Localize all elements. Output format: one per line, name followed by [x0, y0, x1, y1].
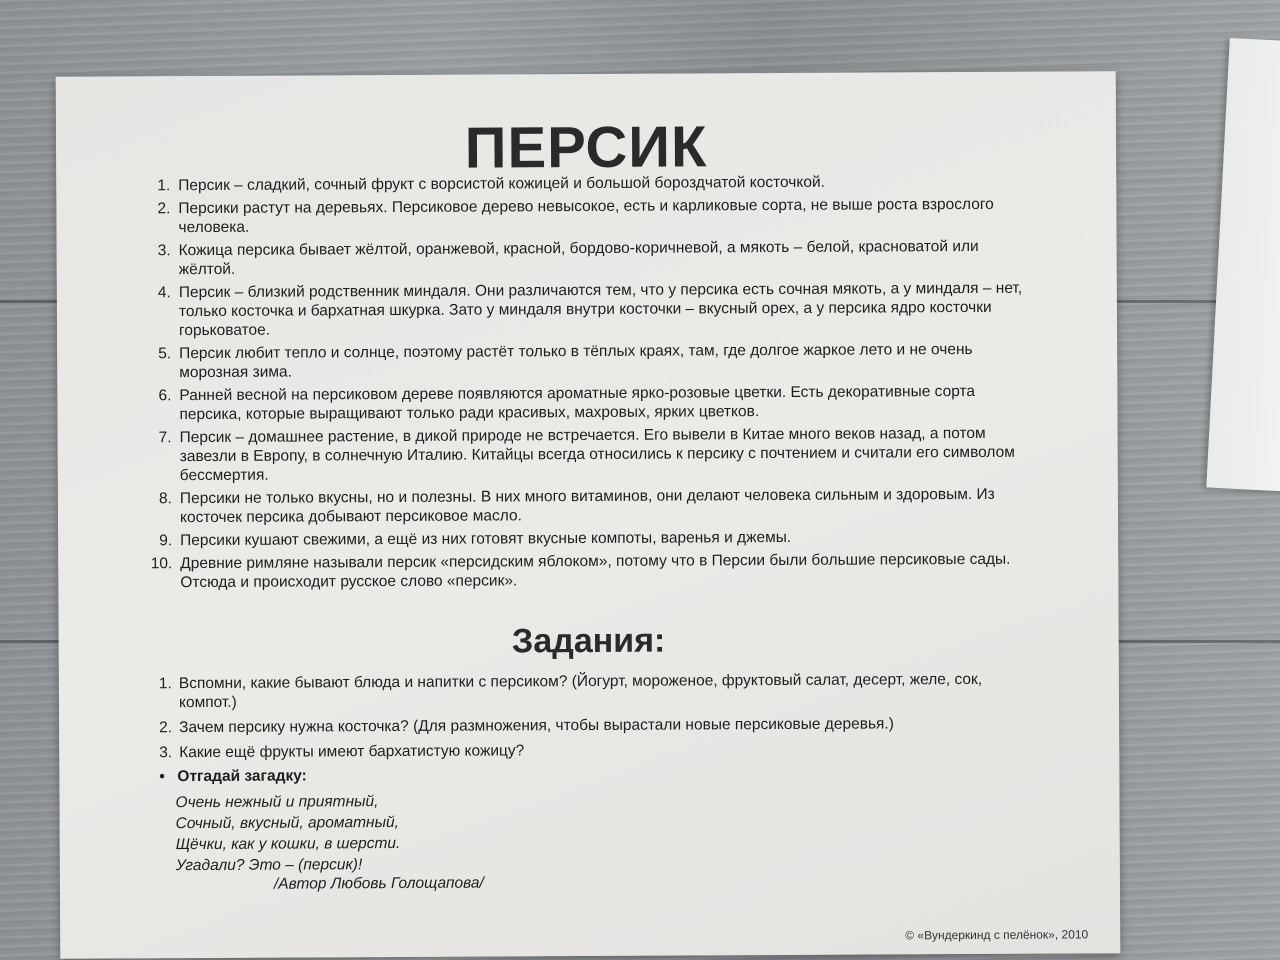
fact-item: 4. Персик – близкий родственник миндаля. Они различаются тем, что у персика есть сочная мякоть, а у миндаля – нет, только косточка и бархатная шкурка. Зато у миндаля внутри косточки – вкусный орех, а у персика ядро косточки горьковатое.: [157, 279, 1023, 340]
fact-item: 5. Персик любит тепло и солнце, поэтому растёт только в тёплых краях, там, где долгое жаркое лето и не очень морозная зима.: [158, 340, 973, 382]
peach-info-card: [56, 71, 1121, 959]
fact-item: 3. Кожица персика бывает жёлтой, оранжевой, красной, бордово-коричневой, а мякоть – белой, красноватой или жёлтой.: [157, 237, 979, 279]
riddle-heading: [159, 767, 306, 786]
riddle-author: /Автор Любовь Голощапова/: [273, 874, 484, 893]
fact-item: 1. Персик – сладкий, сочный фрукт с ворсистой кожицей и большой бороздчатой косточкой.: [157, 173, 825, 195]
fact-item: 7. Персик – домашнее растение, в дикой природе не встречается. Его вывели в Китае много веков назад, а потом завезли в Европу, в солнечную Италию. Китайцы всегда относились к персику с почтением и считали его символом бессмертия.: [158, 424, 1015, 485]
fact-item: 9. Персики кушают свежими, а ещё из них готовят вкусные компоты, варенья и джемы.: [159, 528, 792, 550]
paper-sheet-edge: [1206, 38, 1280, 492]
fact-item: 10. Древние римляне называли персик «персидским яблоком», потому что в Персии были большие персиковые сады. Отсюда и происходит русское слово «персик».: [150, 550, 1011, 592]
fact-item: 2. Персики растут на деревьях. Персиковое дерево невысокое, есть и карликовые сорта, не выше роста взрослого человека.: [157, 195, 994, 237]
riddle-line: Угадали? Это – (персик)!: [175, 856, 363, 875]
tasks-list: [159, 670, 1029, 769]
facts-list: [146, 172, 1028, 597]
card-title: ПЕРСИК: [464, 114, 708, 181]
riddle-line: Щёчки, как у кошки, в шерсти.: [175, 834, 401, 854]
copyright-notice: © «Вундеркинд с пелёнок», 2010: [905, 927, 1089, 943]
task-item: 3. Какие ещё фрукты имеют бархатистую кожицу?: [159, 742, 525, 762]
fact-item: 6. Ранней весной на персиковом дереве появляются ароматные ярко-розовые цветки. Есть декоративные сорта персика, которые выращивают только ради красивых, махровых, ярких цветков.: [158, 382, 976, 424]
task-item: 1. Вспомни, какие бывают блюда и напитки с персиком? (Йогурт, мороженое, фруктовый салат, десерт, желе, сок, компот.): [158, 670, 983, 712]
tasks-heading: Задания:: [511, 621, 666, 661]
riddle-title: Отгадай загадку:: [177, 767, 307, 786]
task-item: 2. Зачем персику нужна косточка? (Для размножения, чтобы вырастали новые персиковые деревья.): [159, 715, 894, 737]
riddle-line: Очень нежный и приятный,: [175, 793, 379, 812]
bullet-icon: •: [159, 768, 165, 786]
riddle-line: Сочный, вкусный, ароматный,: [175, 813, 399, 833]
riddle-poem: [175, 791, 400, 876]
fact-item: 8. Персики не только вкусны, но и полезны. В них много витаминов, они делают человека сильным и здоровым. Из косточек персика добывают персиковое масло.: [158, 485, 995, 527]
